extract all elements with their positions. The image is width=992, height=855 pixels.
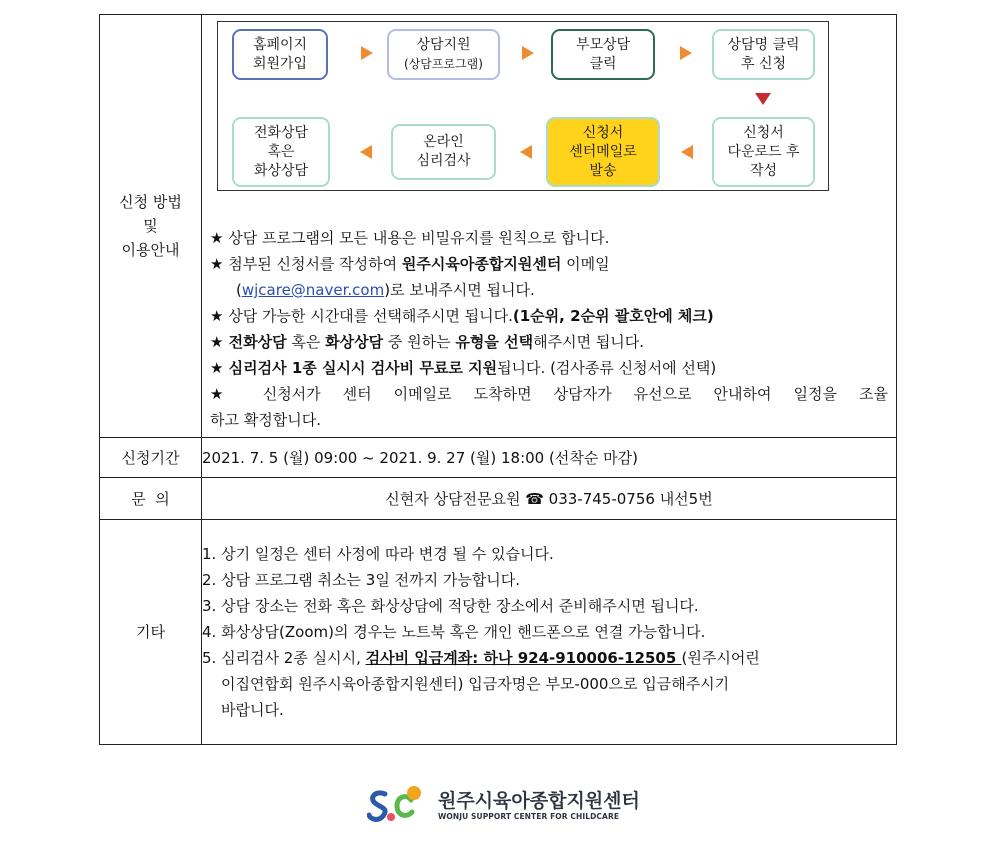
method-content bbox=[202, 15, 897, 438]
email-link[interactable]: wjcare@naver.com bbox=[241, 281, 385, 299]
center-name: 원주시육아종합지원센터 bbox=[438, 790, 640, 812]
contact-value: 신현자 상담전문요원 ☎ 033-745-0756 내선5번 bbox=[202, 478, 897, 520]
info-table bbox=[99, 14, 897, 745]
center-name-english: WONJU SUPPORT CENTER FOR CHILDCARE bbox=[438, 812, 620, 821]
etc-item-5: 5. 심리검사 2종 실시시, 검사비 입금계좌: 하나 924-910006-12505 (원주시어린 bbox=[202, 649, 760, 667]
etc-item-1: 1. 상기 일정은 센터 사정에 따라 변경 될 수 있습니다. bbox=[202, 545, 554, 563]
flow-step-parent-counsel: 부모상담 클릭 bbox=[551, 29, 655, 80]
note-schedule-cont: 하고 확정합니다. bbox=[210, 411, 321, 429]
note-send-form: ★ 첨부된 신청서를 작성하여 원주시육아종합지원센터 이메일 bbox=[210, 255, 610, 273]
etc-row bbox=[100, 520, 897, 745]
etc-item-4: 4. 화상상담(Zoom)의 경우는 노트북 혹은 개인 핸드폰으로 연결 가능합니다. bbox=[202, 623, 706, 641]
method-row bbox=[100, 15, 897, 438]
note-schedule: ★ 신청서가 센터 이메일로 도착하면 상담자가 유선으로 안내하여 일정을 조율 bbox=[210, 385, 888, 403]
application-flow-diagram bbox=[217, 21, 829, 191]
flow-arrow-left-icon bbox=[681, 145, 693, 159]
flow-step-download-form: 신청서 다운로드 후 작성 bbox=[712, 117, 815, 187]
etc-item-5-cont: 이집연합회 원주시육아종합지원센터) 입금자명은 부모-000으로 입금해주시기 bbox=[221, 675, 730, 693]
contact-row bbox=[100, 478, 897, 520]
center-logo bbox=[367, 784, 640, 828]
method-label-line1: 신청 방법 bbox=[119, 193, 182, 211]
period-label: 신청기간 bbox=[100, 438, 202, 478]
flow-arrow-left-icon bbox=[520, 145, 532, 159]
center-logo-mark-icon bbox=[367, 784, 433, 828]
flow-arrow-right-icon bbox=[361, 46, 373, 60]
flow-step-phone-video: 전화상담 혹은 화상상담 bbox=[232, 117, 330, 187]
note-confidentiality: ★ 상담 프로그램의 모든 내용은 비밀유지를 원칙으로 합니다. bbox=[210, 229, 610, 247]
note-email: (wjcare@naver.com)로 보내주시면 됩니다. bbox=[236, 281, 535, 299]
note-counsel-type: ★ 전화상담 혹은 화상상담 중 원하는 유형을 선택해주시면 됩니다. bbox=[210, 333, 645, 351]
bank-account: 검사비 입금계좌: 하나 924-910006-12505 bbox=[365, 649, 682, 667]
etc-content bbox=[202, 520, 897, 745]
etc-item-5-end: 바랍니다. bbox=[221, 701, 284, 719]
method-label-line3: 이용안내 bbox=[121, 241, 180, 259]
method-label-line2: 및 bbox=[143, 217, 158, 235]
flow-step-signup: 홈페이지 회원가입 bbox=[232, 29, 328, 80]
period-row bbox=[100, 438, 897, 478]
method-label bbox=[100, 15, 202, 438]
flow-arrow-right-icon bbox=[522, 46, 534, 60]
flow-arrow-left-icon bbox=[360, 145, 372, 159]
flow-step-send-email: 신청서 센터메일로 발송 bbox=[546, 117, 660, 187]
etc-item-2: 2. 상담 프로그램 취소는 3일 전까지 가능합니다. bbox=[202, 571, 521, 589]
note-time-select: ★ 상담 가능한 시간대를 선택해주시면 됩니다.(1순위, 2순위 괄호안에 체크) bbox=[210, 307, 714, 325]
contact-label: 문 의 bbox=[100, 478, 202, 520]
flow-arrow-right-icon bbox=[680, 46, 692, 60]
etc-label: 기타 bbox=[100, 520, 202, 745]
note-free-test: ★ 심리검사 1종 실시시 검사비 무료로 지원됩니다. (검사종류 신청서에 선택) bbox=[210, 359, 717, 377]
flow-step-click-apply: 상담명 클릭 후 신청 bbox=[712, 29, 815, 80]
flow-step-online-test: 온라인 심리검사 bbox=[391, 124, 496, 180]
period-value: 2021. 7. 5 (월) 09:00 ~ 2021. 9. 27 (월) 18:00 (선착순 마감) bbox=[202, 438, 897, 478]
notes-list bbox=[202, 191, 896, 437]
etc-item-3: 3. 상담 장소는 전화 혹은 화상상담에 적당한 장소에서 준비해주시면 됩니다. bbox=[202, 597, 699, 615]
flow-step-counsel-support: 상담지원 (상담프로그램) bbox=[387, 29, 500, 80]
flow-arrow-down-icon bbox=[755, 93, 771, 105]
